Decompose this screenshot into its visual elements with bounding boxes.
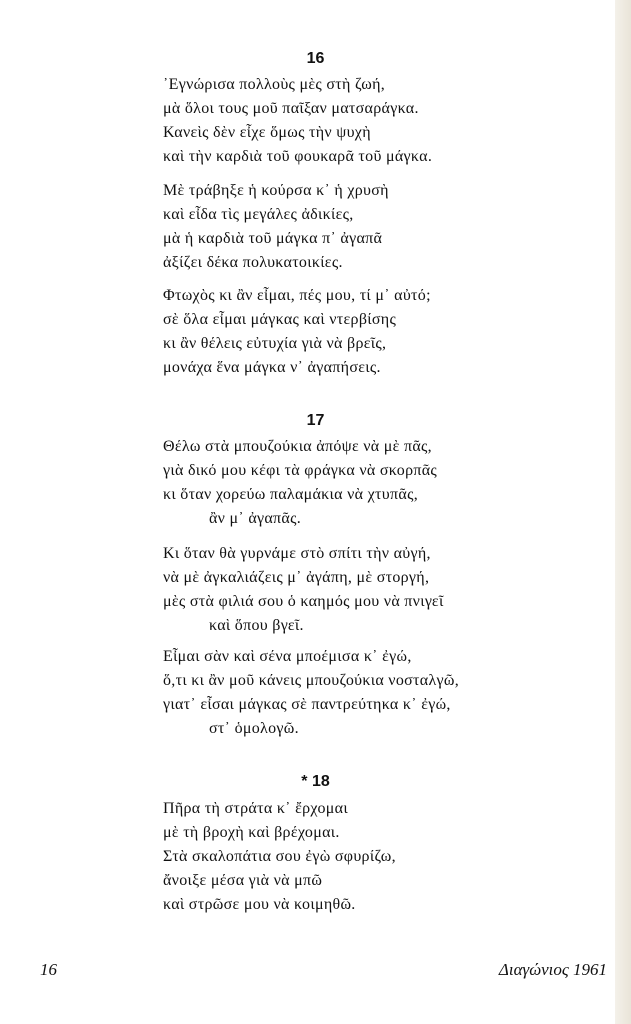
verse-line: κι ὅταν χορεύω παλαμάκια νὰ χτυπᾶς, [163,486,418,503]
verse-line: σὲ ὅλα εἶμαι μάγκας καὶ ντερβίσης [163,311,397,328]
verse-line: μὰ ἡ καρδιὰ τοῦ μάγκα π᾿ ἀγαπᾶ [163,230,383,247]
verse-line: Μὲ τράβηξε ἡ κούρσα κ᾿ ἡ χρυσὴ [163,182,389,199]
verse-line-refrain: στ᾿ ὁμολογῶ. [209,720,299,737]
verse-line: γιὰ δικό μου κέφι τὰ φράγκα νὰ σκορπᾶς [163,462,438,479]
verse-line: κι ἂν θέλεις εὐτυχία γιὰ νὰ βρεῖς, [163,335,387,352]
poem-number-16: 16 [306,50,325,67]
verse-line-refrain: καὶ ὅπου βγεῖ. [209,617,304,634]
poem-number-17: 17 [306,412,325,429]
running-title: Διαγώνιος 1961 [498,960,607,979]
poem-16-stanza-2 [163,179,389,275]
poem-16-stanza-3 [163,284,431,380]
verse-line: Φτωχὸς κι ἂν εἶμαι, πές μου, τί μ᾿ αὐτό; [163,287,431,304]
poem-17-stanza-1 [163,435,437,531]
verse-line: Εἶμαι σὰν καὶ σένα μποέμισα κ᾿ ἐγώ, [163,648,412,665]
verse-line: μὰ ὅλοι τους μοῦ παῖξαν ματσαράγκα. [163,100,419,117]
verse-line: μὲ τὴ βροχὴ καὶ βρέχομαι. [163,824,340,841]
verse-line: ᾿Εγνώρισα πολλοὺς μὲς στὴ ζωή, [163,76,386,93]
verse-line: ὅ,τι κι ἂν μοῦ κάνεις μπουζούκια νοσταλγῶ, [163,672,460,689]
poem-number-18: * 18 [301,773,330,790]
verse-line: Θέλω στὰ μπουζούκια ἀπόψε νὰ μὲ πᾶς, [163,438,432,455]
verse-line: καὶ τὴν καρδιὰ τοῦ φουκαρᾶ τοῦ μάγκα. [163,148,433,165]
verse-line: ἄνοιξε μέσα γιὰ νὰ μπῶ [163,872,323,889]
verse-line: γιατ᾿ εἶσαι μάγκας σὲ παντρεύτηκα κ᾿ ἐγώ, [163,696,451,713]
verse-line: Στὰ σκαλοπάτια σου ἐγὼ σφυρίζω, [163,848,396,865]
page-number: 16 [40,960,57,979]
poem-16-stanza-1 [163,73,432,169]
verse-line: Κανεὶς δὲν εἶχε ὅμως τὴν ψυχὴ [163,124,371,141]
verse-line: Πῆρα τὴ στράτα κ᾿ ἔρχομαι [163,800,348,817]
verse-line: καὶ στρῶσε μου νὰ κοιμηθῶ. [163,896,356,913]
page-edge-shadow [615,0,631,1024]
verse-line: μονάχα ἕνα μάγκα ν᾿ ἀγαπήσεις. [163,359,381,376]
verse-line: καὶ εἶδα τὶς μεγάλες ἀδικίες, [163,206,354,223]
verse-line: νὰ μὲ ἀγκαλιάζεις μ᾿ ἀγάπη, μὲ στοργή, [163,569,430,586]
poem-17-stanza-3 [163,645,459,741]
verse-line: Κι ὅταν θὰ γυρνάμε στὸ σπίτι τὴν αὐγή, [163,545,431,562]
verse-line: μὲς στὰ φιλιά σου ὁ καημός μου νὰ πνιγεῖ [163,593,444,610]
poem-18-stanza-1 [163,797,396,917]
verse-line: ἀξίζει δέκα πολυκατοικίες. [163,254,343,271]
verse-line-refrain: ἂν μ᾿ ἀγαπᾶς. [209,510,302,527]
poem-17-stanza-2 [163,542,444,638]
